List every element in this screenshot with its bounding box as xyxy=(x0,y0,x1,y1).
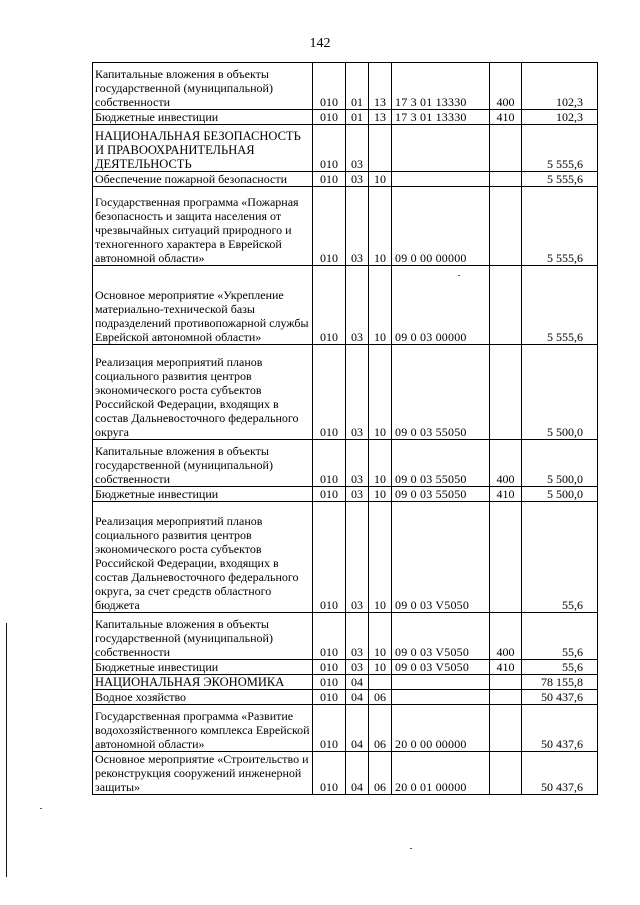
target-article-cell: 09 0 00 00000 xyxy=(392,187,490,266)
section-code-cell: 03 xyxy=(346,266,369,345)
admin-code-cell: 010 xyxy=(313,502,346,613)
table-row xyxy=(93,110,598,125)
amount-cell: 5 555,6 xyxy=(522,266,598,345)
admin-code-cell: 010 xyxy=(313,705,346,752)
subsection-code-cell: 10 xyxy=(369,187,392,266)
section-code-cell: 03 xyxy=(346,502,369,613)
name-cell: Капитальные вложения в объекты государственной (муниципальной) собственности xyxy=(93,63,313,110)
target-article-cell: 20 0 00 00000 xyxy=(392,705,490,752)
expense-type-cell xyxy=(490,187,522,266)
subsection-code-cell: 10 xyxy=(369,345,392,440)
name-cell: НАЦИОНАЛЬНАЯ БЕЗОПАСНОСТЬ И ПРАВООХРАНИТЕЛЬНАЯ ДЕЯТЕЛЬНОСТЬ xyxy=(93,125,313,172)
admin-code-cell: 010 xyxy=(313,660,346,675)
scan-margin-line xyxy=(6,623,7,877)
name-cell: Капитальные вложения в объекты государственной (муниципальной) собственности xyxy=(93,613,313,660)
expense-type-cell xyxy=(490,705,522,752)
section-code-cell: 04 xyxy=(346,752,369,795)
table-row xyxy=(93,705,598,752)
subsection-code-cell: 10 xyxy=(369,502,392,613)
admin-code-cell: 010 xyxy=(313,675,346,690)
admin-code-cell: 010 xyxy=(313,110,346,125)
expense-type-cell xyxy=(490,690,522,705)
name-cell: НАЦИОНАЛЬНАЯ ЭКОНОМИКА xyxy=(93,675,313,690)
expense-type-cell: 400 xyxy=(490,613,522,660)
expense-type-cell xyxy=(490,752,522,795)
amount-cell: 50 437,6 xyxy=(522,690,598,705)
admin-code-cell: 010 xyxy=(313,690,346,705)
subsection-code-cell: 10 xyxy=(369,266,392,345)
table-row xyxy=(93,690,598,705)
admin-code-cell: 010 xyxy=(313,345,346,440)
amount-cell: 102,3 xyxy=(522,63,598,110)
name-cell: Капитальные вложения в объекты государственной (муниципальной) собственности xyxy=(93,440,313,487)
expense-type-cell: 400 xyxy=(490,440,522,487)
name-cell: Обеспечение пожарной безопасности xyxy=(93,172,313,187)
target-article-cell: 09 0 03 55050 xyxy=(392,440,490,487)
expense-type-cell: 400 xyxy=(490,63,522,110)
name-cell: Основное мероприятие «Укрепление материально-технической базы подразделений противопожарной службы Еврейской автономной области» xyxy=(93,266,313,345)
table-row xyxy=(93,613,598,660)
expense-type-cell xyxy=(490,345,522,440)
section-code-cell: 04 xyxy=(346,690,369,705)
admin-code-cell: 010 xyxy=(313,125,346,172)
section-code-cell: 01 xyxy=(346,110,369,125)
page-number: 142 xyxy=(309,36,331,51)
admin-code-cell: 010 xyxy=(313,63,346,110)
table-row xyxy=(93,675,598,690)
section-code-cell: 03 xyxy=(346,440,369,487)
name-cell: Реализация мероприятий планов социального развития центров экономического роста субъектов Российской Федерации, входящих в состав Дальневосточного федерального округа xyxy=(93,345,313,440)
amount-cell: 5 500,0 xyxy=(522,440,598,487)
expense-type-cell: 410 xyxy=(490,487,522,502)
amount-cell: 55,6 xyxy=(522,613,598,660)
expense-type-cell: 410 xyxy=(490,110,522,125)
name-cell: Государственная программа «Развитие водохозяйственного комплекса Еврейской автономной области» xyxy=(93,705,313,752)
admin-code-cell: 010 xyxy=(313,440,346,487)
expense-type-cell xyxy=(490,172,522,187)
table-row xyxy=(93,487,598,502)
section-code-cell: 03 xyxy=(346,187,369,266)
amount-cell: 5 500,0 xyxy=(522,345,598,440)
table-row xyxy=(93,660,598,675)
name-cell: Реализация мероприятий планов социального развития центров экономического роста субъектов Российской Федерации, входящих в состав Дальневосточного федерального округа, за счет средств областного бюджета xyxy=(93,502,313,613)
target-article-cell: 09 0 03 V5050 xyxy=(392,502,490,613)
subsection-code-cell: 10 xyxy=(369,172,392,187)
section-code-cell: 03 xyxy=(346,613,369,660)
section-code-cell: 03 xyxy=(346,487,369,502)
subsection-code-cell: 13 xyxy=(369,63,392,110)
name-cell: Бюджетные инвестиции xyxy=(93,660,313,675)
amount-cell: 50 437,6 xyxy=(522,752,598,795)
name-cell: Бюджетные инвестиции xyxy=(93,110,313,125)
table-row xyxy=(93,172,598,187)
target-article-cell xyxy=(392,125,490,172)
target-article-cell xyxy=(392,690,490,705)
section-code-cell: 03 xyxy=(346,172,369,187)
table-row xyxy=(93,502,598,613)
name-cell: Государственная программа «Пожарная безопасность и защита населения от чрезвычайных ситуаций природного и техногенного характера в Еврейской автономной области» xyxy=(93,187,313,266)
section-code-cell: 04 xyxy=(346,705,369,752)
subsection-code-cell xyxy=(369,675,392,690)
section-code-cell: 03 xyxy=(346,125,369,172)
section-code-cell: 03 xyxy=(346,660,369,675)
target-article-cell: 09 0 03 55050 xyxy=(392,487,490,502)
amount-cell: 55,6 xyxy=(522,660,598,675)
name-cell: Водное хозяйство xyxy=(93,690,313,705)
amount-cell: 5 500,0 xyxy=(522,487,598,502)
table-row xyxy=(93,440,598,487)
subsection-code-cell xyxy=(369,125,392,172)
scan-speck xyxy=(40,808,42,809)
admin-code-cell: 010 xyxy=(313,487,346,502)
subsection-code-cell: 10 xyxy=(369,487,392,502)
target-article-cell: 17 3 01 13330 xyxy=(392,63,490,110)
scan-speck xyxy=(458,275,460,276)
target-article-cell: 09 0 03 00000 xyxy=(392,266,490,345)
subsection-code-cell: 06 xyxy=(369,690,392,705)
admin-code-cell: 010 xyxy=(313,266,346,345)
subsection-code-cell: 06 xyxy=(369,752,392,795)
amount-cell: 78 155,8 xyxy=(522,675,598,690)
amount-cell: 50 437,6 xyxy=(522,705,598,752)
amount-cell: 102,3 xyxy=(522,110,598,125)
table-row xyxy=(93,125,598,172)
target-article-cell xyxy=(392,172,490,187)
table-row xyxy=(93,266,598,345)
admin-code-cell: 010 xyxy=(313,187,346,266)
name-cell: Бюджетные инвестиции xyxy=(93,487,313,502)
budget-table xyxy=(92,62,598,795)
target-article-cell xyxy=(392,675,490,690)
table-row xyxy=(93,187,598,266)
scan-speck xyxy=(410,848,412,849)
table-row xyxy=(93,345,598,440)
amount-cell: 5 555,6 xyxy=(522,125,598,172)
target-article-cell: 17 3 01 13330 xyxy=(392,110,490,125)
subsection-code-cell: 13 xyxy=(369,110,392,125)
subsection-code-cell: 10 xyxy=(369,440,392,487)
target-article-cell: 09 0 03 V5050 xyxy=(392,613,490,660)
subsection-code-cell: 06 xyxy=(369,705,392,752)
amount-cell: 5 555,6 xyxy=(522,187,598,266)
expense-type-cell xyxy=(490,502,522,613)
admin-code-cell: 010 xyxy=(313,752,346,795)
target-article-cell: 20 0 01 00000 xyxy=(392,752,490,795)
section-code-cell: 03 xyxy=(346,345,369,440)
expense-type-cell xyxy=(490,675,522,690)
table-body xyxy=(93,63,598,795)
section-code-cell: 01 xyxy=(346,63,369,110)
subsection-code-cell: 10 xyxy=(369,660,392,675)
name-cell: Основное мероприятие «Строительство и реконструкция сооружений инженерной защиты» xyxy=(93,752,313,795)
expense-type-cell xyxy=(490,125,522,172)
admin-code-cell: 010 xyxy=(313,613,346,660)
expense-type-cell xyxy=(490,266,522,345)
admin-code-cell: 010 xyxy=(313,172,346,187)
table-row xyxy=(93,63,598,110)
table-row xyxy=(93,752,598,795)
target-article-cell: 09 0 03 55050 xyxy=(392,345,490,440)
subsection-code-cell: 10 xyxy=(369,613,392,660)
amount-cell: 55,6 xyxy=(522,502,598,613)
amount-cell: 5 555,6 xyxy=(522,172,598,187)
target-article-cell: 09 0 03 V5050 xyxy=(392,660,490,675)
expense-type-cell: 410 xyxy=(490,660,522,675)
section-code-cell: 04 xyxy=(346,675,369,690)
